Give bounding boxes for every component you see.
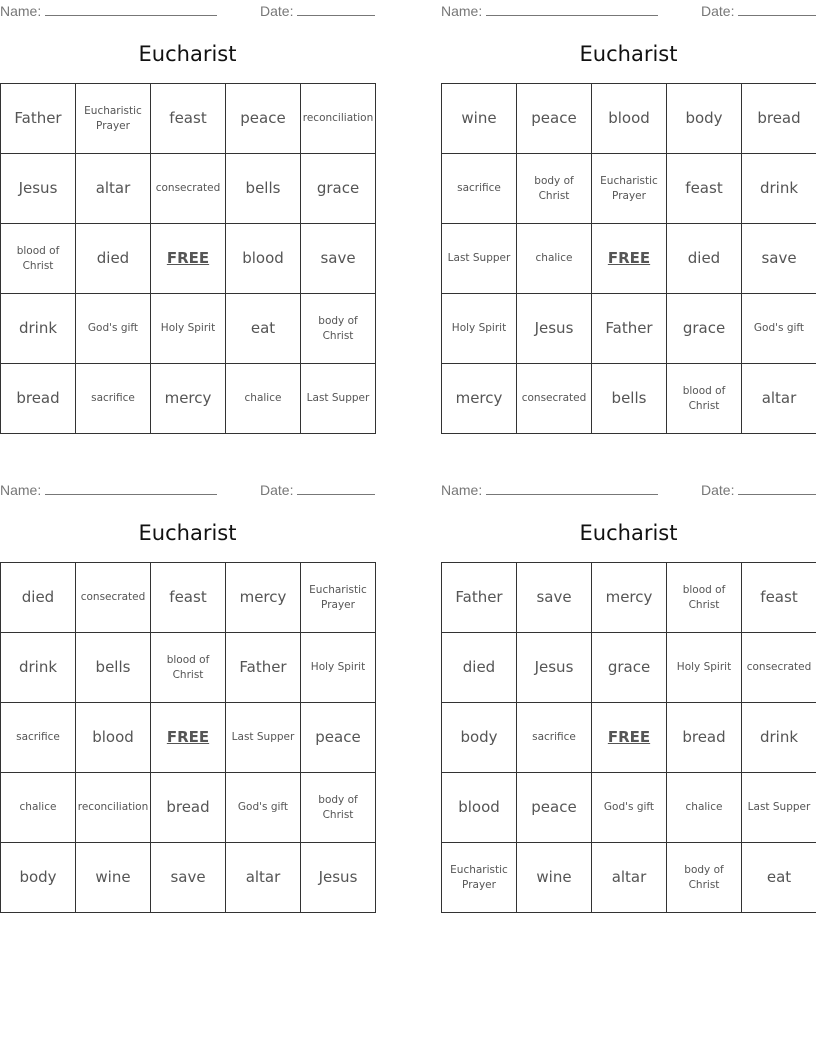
bingo-cell: wine	[76, 843, 151, 913]
bingo-cell: Jesus	[1, 154, 76, 224]
bingo-cell: God's gift	[592, 773, 667, 843]
bingo-cell: sacrifice	[76, 364, 151, 434]
bingo-cell: drink	[1, 294, 76, 364]
date-blank-line	[738, 481, 816, 495]
bingo-cell: Eucharistic Prayer	[301, 563, 376, 633]
card-title: Eucharist	[579, 42, 678, 66]
bingo-cell: save	[151, 843, 226, 913]
bingo-cell: bread	[667, 703, 742, 773]
bingo-cell: feast	[151, 563, 226, 633]
bingo-cell: blood	[226, 224, 301, 294]
bingo-cell: save	[742, 224, 816, 294]
date-field	[260, 2, 375, 19]
bingo-cell: Holy Spirit	[301, 633, 376, 703]
bingo-cell: altar	[226, 843, 301, 913]
date-blank-line	[297, 481, 375, 495]
bingo-cell: Last Supper	[742, 773, 816, 843]
bingo-cell: Holy Spirit	[667, 633, 742, 703]
name-blank-line	[45, 481, 217, 495]
bingo-cell: sacrifice	[1, 703, 76, 773]
bingo-cell: Eucharistic Prayer	[76, 84, 151, 154]
free-space-cell: FREE	[151, 703, 226, 773]
date-blank-line	[738, 2, 816, 16]
bingo-cell: grace	[667, 294, 742, 364]
bingo-cell: Father	[226, 633, 301, 703]
bingo-cell: consecrated	[517, 364, 592, 434]
bingo-cell: body of Christ	[301, 294, 376, 364]
bingo-cell: Jesus	[517, 294, 592, 364]
date-blank-line	[297, 2, 375, 16]
bingo-cell: blood of Christ	[667, 364, 742, 434]
date-field	[701, 2, 816, 19]
bingo-cell: save	[301, 224, 376, 294]
bingo-cell: drink	[742, 703, 816, 773]
bingo-cell: body	[1, 843, 76, 913]
bingo-cell: wine	[442, 84, 517, 154]
bingo-cell: mercy	[442, 364, 517, 434]
bingo-grid	[441, 83, 816, 434]
bingo-cell: grace	[592, 633, 667, 703]
free-space-cell: FREE	[151, 224, 226, 294]
bingo-cell: Last Supper	[442, 224, 517, 294]
bingo-cell: drink	[742, 154, 816, 224]
bingo-cell: bread	[151, 773, 226, 843]
bingo-cell: consecrated	[742, 633, 816, 703]
bingo-cell: body of Christ	[667, 843, 742, 913]
bingo-cell: mercy	[592, 563, 667, 633]
bingo-cell: mercy	[151, 364, 226, 434]
bingo-cell: bells	[592, 364, 667, 434]
bingo-cell: died	[667, 224, 742, 294]
bingo-grid	[0, 83, 376, 434]
bingo-cell: body	[442, 703, 517, 773]
bingo-cell: bread	[742, 84, 816, 154]
bingo-cell: Father	[442, 563, 517, 633]
bingo-cell: sacrifice	[517, 703, 592, 773]
bingo-cell: Last Supper	[226, 703, 301, 773]
bingo-cell: wine	[517, 843, 592, 913]
bingo-cell: consecrated	[151, 154, 226, 224]
bingo-cell: feast	[742, 563, 816, 633]
bingo-cell: eat	[742, 843, 816, 913]
name-label: Name:	[0, 482, 42, 498]
bingo-cell: altar	[592, 843, 667, 913]
bingo-cell: body of Christ	[301, 773, 376, 843]
bingo-cell: peace	[517, 773, 592, 843]
bingo-cell: Eucharistic Prayer	[592, 154, 667, 224]
free-space-cell: FREE	[592, 224, 667, 294]
bingo-cell: consecrated	[76, 563, 151, 633]
date-field	[701, 481, 816, 498]
date-label: Date:	[701, 3, 735, 19]
bingo-cell: Jesus	[517, 633, 592, 703]
bingo-cell: God's gift	[742, 294, 816, 364]
bingo-cell: altar	[76, 154, 151, 224]
bingo-cell: reconciliation	[76, 773, 151, 843]
bingo-cell: save	[517, 563, 592, 633]
bingo-cell: chalice	[226, 364, 301, 434]
bingo-cell: bells	[226, 154, 301, 224]
name-field	[441, 481, 658, 498]
bingo-cell: peace	[301, 703, 376, 773]
bingo-cell: chalice	[517, 224, 592, 294]
name-label: Name:	[0, 3, 42, 19]
bingo-cell: died	[76, 224, 151, 294]
bingo-cell: Holy Spirit	[151, 294, 226, 364]
bingo-cell: sacrifice	[442, 154, 517, 224]
card-title: Eucharist	[138, 521, 237, 545]
bingo-cell: Eucharistic Prayer	[442, 843, 517, 913]
bingo-cell: body of Christ	[517, 154, 592, 224]
bingo-grid	[441, 562, 816, 913]
bingo-cell: drink	[1, 633, 76, 703]
card-title: Eucharist	[579, 521, 678, 545]
bingo-cell: blood of Christ	[1, 224, 76, 294]
name-blank-line	[486, 2, 658, 16]
bingo-card	[441, 0, 816, 434]
bingo-cell: mercy	[226, 563, 301, 633]
bingo-cell: feast	[667, 154, 742, 224]
bingo-cell: died	[442, 633, 517, 703]
date-field	[260, 481, 375, 498]
name-blank-line	[45, 2, 217, 16]
bingo-cell: Holy Spirit	[442, 294, 517, 364]
bingo-cell: blood of Christ	[151, 633, 226, 703]
bingo-cell: died	[1, 563, 76, 633]
bingo-cell: blood	[76, 703, 151, 773]
name-field	[0, 2, 217, 19]
bingo-cell: God's gift	[76, 294, 151, 364]
free-space-cell: FREE	[592, 703, 667, 773]
bingo-cell: blood of Christ	[667, 563, 742, 633]
name-field	[0, 481, 217, 498]
bingo-cell: altar	[742, 364, 816, 434]
bingo-cell: God's gift	[226, 773, 301, 843]
bingo-cell: feast	[151, 84, 226, 154]
bingo-cell: Father	[1, 84, 76, 154]
name-blank-line	[486, 481, 658, 495]
bingo-cell: grace	[301, 154, 376, 224]
bingo-cell: eat	[226, 294, 301, 364]
card-title: Eucharist	[138, 42, 237, 66]
date-label: Date:	[701, 482, 735, 498]
name-label: Name:	[441, 482, 483, 498]
bingo-grid	[0, 562, 376, 913]
bingo-cell: Jesus	[301, 843, 376, 913]
bingo-cell: peace	[226, 84, 301, 154]
bingo-cell: Last Supper	[301, 364, 376, 434]
bingo-cell: Father	[592, 294, 667, 364]
bingo-card	[0, 479, 376, 913]
name-field	[441, 2, 658, 19]
bingo-cell: chalice	[1, 773, 76, 843]
date-label: Date:	[260, 482, 294, 498]
bingo-cell: reconciliation	[301, 84, 376, 154]
bingo-cell: peace	[517, 84, 592, 154]
bingo-cell: chalice	[667, 773, 742, 843]
bingo-cell: blood	[442, 773, 517, 843]
bingo-card	[441, 479, 816, 913]
bingo-cell: bells	[76, 633, 151, 703]
bingo-cell: bread	[1, 364, 76, 434]
bingo-cell: blood	[592, 84, 667, 154]
date-label: Date:	[260, 3, 294, 19]
bingo-card	[0, 0, 376, 434]
bingo-cell: body	[667, 84, 742, 154]
name-label: Name:	[441, 3, 483, 19]
